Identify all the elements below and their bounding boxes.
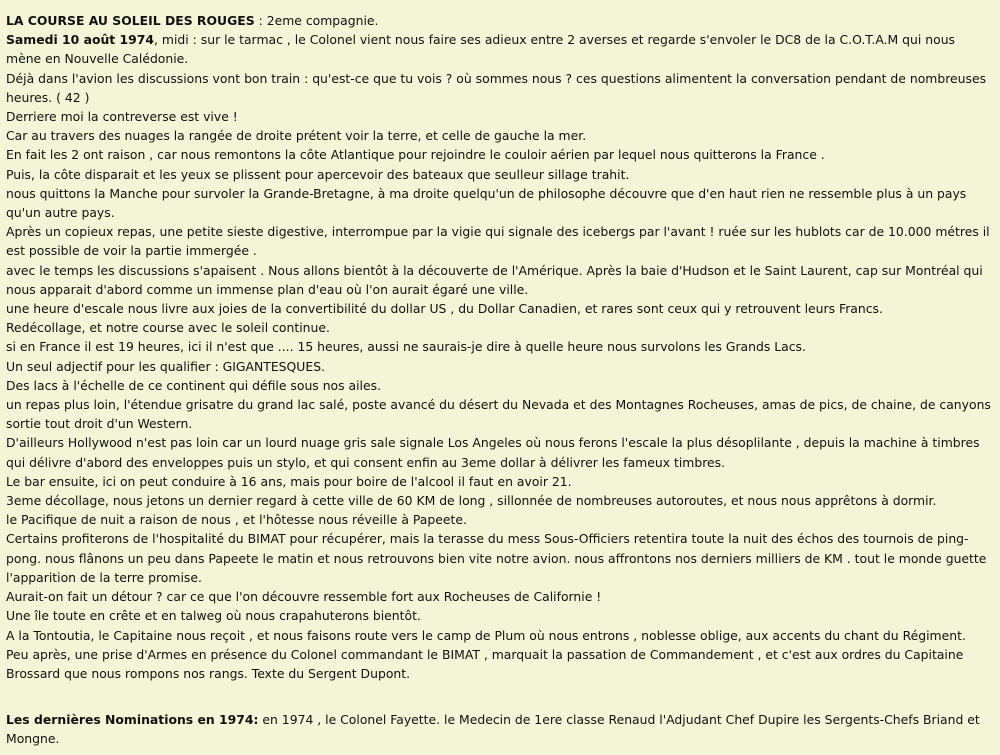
story-paragraph: A la Tontoutia, le Capitaine nous reçoit , et nous faisons route vers le camp de Plum où nous entrons , noblesse oblige, aux accents du chant du Régiment.: [6, 627, 966, 643]
nominations-text: en 1974 , le Colonel Fayette. le Medecin de 1ere classe Renaud l'Adjudant Chef Dupire les Sergents-Chefs Briand et Mongne.: [6, 712, 980, 747]
story-paragraph: Après un copieux repas, une petite sieste digestive, interrompue par la vigie qui signale des icebergs par l'avant ! ruée sur les hublots car de 10.000 métres il est possible de voir la partie immergée .: [6, 224, 990, 259]
story-paragraph: 3eme décollage, nous jetons un dernier regard à cette ville de 60 KM de long , sillonnée de nombreuses autoroutes, et nous nous apprêtons à dormir.: [6, 493, 937, 509]
story-paragraph: Certains profiterons de l'hospitalité du BIMAT pour récupérer, mais la terasse du mess Sous-Officiers retentira toute la nuit des échos des tournois de ping-pong. nous flânons un peu dans Papeete le matin et nous retrouvons bien vite notre avion. nous affrontons nos derniers milliers de KM . tout le monde guette l'apparition de la terre promise.: [6, 531, 987, 585]
story-body: [6, 11, 992, 683]
story-paragraph: un repas plus loin, l'étendue grisatre du grand lac salé, poste avancé du désert du Nevada et des Montagnes Rocheuses, amas de pics, de chaine, de canyons sortie tout droit d'un Western.: [6, 397, 991, 432]
nominations-paragraph: [6, 710, 992, 748]
story-paragraph: Redécollage, et notre course avec le soleil continue.: [6, 320, 330, 336]
story-paragraph: une heure d'escale nous livre aux joies de la convertibilité du dollar US , du Dollar Canadien, et rares sont ceux qui y retrouvent leurs Francs.: [6, 301, 883, 317]
story-paragraph: nous quittons la Manche pour survoler la Grande-Bretagne, à ma droite quelqu'un de philosophe découvre que d'en haut rien ne ressemble plus à un pays qu'un autre pays.: [6, 185, 967, 221]
story-paragraph: Déjà dans l'avion les discussions vont bon train : qu'est-ce que tu vois ? où sommes nous ? ces questions alimentent la conversation pendant de nombreuses heures. ( 42 ): [6, 70, 987, 105]
story-header: [6, 11, 992, 30]
story-paragraph: Aurait-on fait un détour ? car ce que l'on découvre ressemble fort aux Rocheuses de Californie !: [6, 589, 602, 605]
date-paragraph-text: , midi : sur le tarmac , le Colonel vient nous faire ses adieux entre 2 averses et regarde s'envoler le DC8 de la C.O.T.A.M qui nous mène en Nouvelle Calédonie.: [6, 32, 956, 67]
story-paragraph: si en France il est 19 heures, ici il n'est que .... 15 heures, aussi ne saurais-je dire à quelle heure nous survolons les Grands Lacs.: [6, 339, 806, 355]
story-paragraph: le Pacifique de nuit a raison de nous , et l'hôtesse nous réveille à Papeete.: [6, 512, 467, 528]
story-paragraphs: [6, 69, 992, 684]
story-paragraph: Derriere moi la contreverse est vive !: [6, 109, 238, 125]
story-date: Samedi 10 août 1974: [6, 32, 155, 48]
story-paragraph: Des lacs à l'échelle de ce continent qui défile sous nos ailes.: [6, 377, 382, 393]
story-paragraph: Un seul adjectif pour les qualifier : GIGANTESQUES.: [6, 358, 325, 374]
story-paragraph: Puis, la côte disparait et les yeux se plissent pour apercevoir des bateaux que seulleur sillage trahit.: [6, 166, 630, 182]
story-paragraph: avec le temps les discussions s'apaisent . Nous allons bientôt à la découverte de l'Amérique. Après la baie d'Hudson et le Saint Laurent, cap sur Montréal qui nous apparait d'abord comme un immense plan d'eau où l'on aurait égaré une ville.: [6, 262, 983, 297]
story-title: LA COURSE AU SOLEIL DES ROUGES: [6, 13, 255, 28]
story-paragraph: En fait les 2 ont raison , car nous remontons la côte Atlantique pour rejoindre le couloir aérien par lequel nous quitterons la France .: [6, 147, 825, 163]
nominations-section: [6, 710, 992, 748]
story-paragraph: Car au travers des nuages la rangée de droite prétent voir la terre, et celle de gauche la mer.: [6, 128, 587, 144]
story-paragraph: Le bar ensuite, ici on peut conduire à 16 ans, mais pour boire de l'alcool il faut en avoir 21.: [6, 473, 572, 489]
date-paragraph: [6, 30, 992, 68]
nominations-label: Les dernières Nominations en 1974:: [6, 712, 259, 727]
story-company: : 2eme compagnie.: [254, 13, 379, 28]
story-paragraph: Une île toute en crête et en talweg où nous crapahuterons bientôt.: [6, 608, 421, 624]
story-paragraph: Peu après, une prise d'Armes en présence du Colonel commandant le BIMAT , marquait la passation de Commandement , et c'est aux ordres du Capitaine Brossard que nous rompons nos rangs. Texte du Sergent Dupont.: [6, 646, 964, 681]
story-paragraph: D'ailleurs Hollywood n'est pas loin car un lourd nuage gris sale signale Los Angeles où nous ferons l'escale la plus désoplilante , depuis la machine à timbres qui délivre d'abord des enveloppes puis un stylo, et qui consent enfin au 3eme dollar à délivrer les fameux timbres.: [6, 435, 980, 470]
